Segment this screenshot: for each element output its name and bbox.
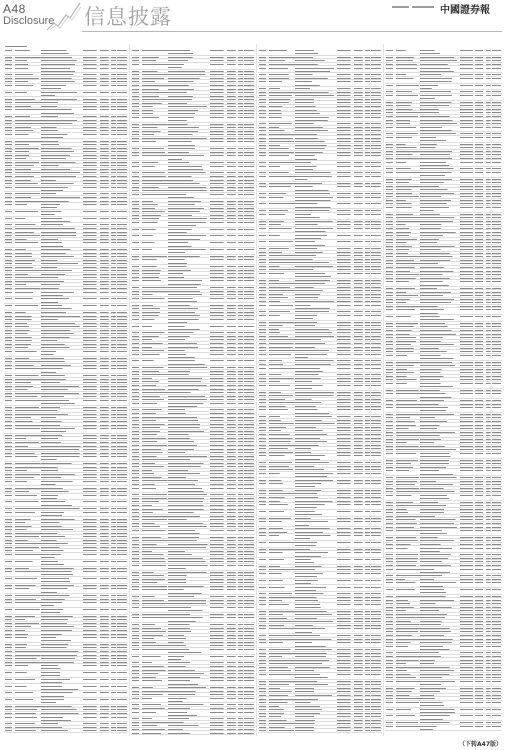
table-row (4, 133, 128, 140)
table-row (385, 160, 502, 167)
table-row (131, 655, 255, 662)
table-row (4, 108, 128, 115)
table-row (385, 126, 502, 133)
disclosure-table-column (131, 44, 255, 736)
table-row (4, 729, 128, 733)
table-row (4, 186, 128, 193)
table-row (385, 708, 502, 715)
section-title-cn: 信息披露 (84, 5, 172, 29)
table-row (258, 66, 382, 73)
table-row (131, 402, 255, 409)
table-row (258, 303, 382, 310)
newspaper-logo: 中國證券報 (440, 5, 490, 16)
table-row (258, 314, 382, 321)
table-row (385, 645, 502, 652)
table-row (385, 546, 502, 553)
table-row (258, 558, 382, 565)
table-row (258, 541, 382, 548)
table-row (385, 581, 502, 588)
table-row (131, 353, 255, 360)
table-row (4, 587, 128, 594)
section-title-en: Disclosure (3, 15, 55, 27)
table-row (258, 213, 382, 220)
table-row (385, 588, 502, 595)
table-row (4, 691, 128, 698)
table-row (385, 280, 502, 287)
table-row (258, 233, 382, 240)
table-row (131, 258, 255, 265)
table-row (385, 382, 502, 389)
table-row (4, 500, 128, 507)
table-row (385, 725, 502, 732)
table-row (385, 680, 502, 687)
table-row (4, 494, 128, 501)
table-row (258, 510, 382, 517)
table-row (4, 560, 128, 567)
table-row (258, 520, 382, 527)
table-row (258, 227, 382, 234)
table-row (131, 588, 255, 595)
table-row (131, 154, 255, 161)
table-row (131, 228, 255, 235)
table-row (131, 486, 255, 493)
table-row (258, 482, 382, 489)
table-row (4, 367, 128, 374)
date-line (392, 6, 434, 8)
table-row (4, 241, 128, 248)
table-row (385, 406, 502, 413)
table-row (4, 455, 128, 462)
table-row (258, 185, 382, 192)
table-row (4, 91, 128, 98)
table-row (385, 84, 502, 91)
table-row (131, 279, 255, 286)
table-row (4, 66, 128, 73)
table-row (258, 503, 382, 510)
table-row (258, 80, 382, 87)
table-row (385, 136, 502, 143)
table-row (258, 729, 382, 733)
table-row (131, 63, 255, 70)
table-row (385, 171, 502, 178)
continuation-note: （下转A47版） (459, 741, 502, 748)
table-row (4, 678, 128, 685)
table-row (258, 579, 382, 586)
disclosure-table-column (4, 44, 128, 736)
table-row (385, 392, 502, 399)
table-row (4, 304, 128, 311)
table-row (131, 116, 255, 123)
table-row (385, 66, 502, 73)
table-row (258, 641, 382, 648)
table-row (258, 272, 382, 279)
column-divider (383, 44, 384, 736)
table-row (385, 206, 502, 213)
table-row (131, 616, 255, 623)
table-row (385, 494, 502, 501)
table-row (131, 710, 255, 717)
table-row (258, 202, 382, 209)
table-row (131, 731, 255, 735)
table-row (258, 472, 382, 479)
table-row (4, 553, 128, 560)
table-row (258, 673, 382, 680)
table-row (385, 469, 502, 476)
table-row (4, 698, 128, 705)
table-row (258, 240, 382, 247)
table-row (4, 297, 128, 304)
header-rule (82, 31, 502, 32)
table-row (385, 315, 502, 322)
table-row (4, 290, 128, 297)
table-row (4, 350, 128, 357)
table-row (131, 193, 255, 200)
table-row (4, 511, 128, 518)
table-row (4, 636, 128, 643)
table-row (131, 324, 255, 331)
table-row (258, 572, 382, 579)
table-row (258, 408, 382, 415)
table-row (131, 679, 255, 686)
table-row (258, 454, 382, 461)
table-row (131, 697, 255, 704)
table-row (4, 210, 128, 217)
table-row (4, 203, 128, 210)
table-row (385, 354, 502, 361)
table-row (4, 715, 128, 722)
table-row (131, 165, 255, 172)
table-row (385, 701, 502, 708)
table-row (258, 534, 382, 541)
table-row (131, 606, 255, 613)
table-row (4, 427, 128, 434)
column-divider (129, 44, 130, 736)
table-row (131, 234, 255, 241)
table-row (385, 49, 502, 56)
table-row (4, 480, 128, 487)
table-row (131, 241, 255, 248)
table-row (4, 684, 128, 691)
table-row (385, 94, 502, 101)
table-row (131, 529, 255, 536)
table-row (131, 49, 255, 56)
table-row (4, 577, 128, 584)
table-row (4, 217, 128, 224)
table-row (258, 175, 382, 182)
table-row (4, 570, 128, 577)
table-row (4, 399, 128, 406)
table-row (4, 84, 128, 91)
table-row (131, 359, 255, 366)
table-row (385, 452, 502, 459)
table-row (258, 154, 382, 161)
table-row (258, 384, 382, 391)
table-row (258, 366, 382, 373)
table-row (385, 77, 502, 84)
table-row (385, 567, 502, 574)
disclosure-table-column (385, 44, 502, 736)
table-row (258, 603, 382, 610)
table-row (258, 49, 382, 56)
table-row (4, 608, 128, 615)
page-code: A48 (3, 2, 26, 16)
table-row (258, 353, 382, 360)
table-row (4, 601, 128, 608)
table-row (131, 297, 255, 304)
table-row (258, 196, 382, 203)
table-row (131, 248, 255, 255)
table-row (131, 648, 255, 655)
table-row (4, 664, 128, 671)
table-row (258, 165, 382, 172)
column-divider (256, 44, 257, 736)
table-row (258, 627, 382, 634)
table-row (4, 671, 128, 678)
table-row (258, 551, 382, 558)
table-row (258, 585, 382, 592)
table-row (385, 308, 502, 315)
table-row (258, 116, 382, 123)
table-row (131, 318, 255, 325)
table-row (131, 221, 255, 228)
disclosure-table-column (258, 44, 382, 736)
table-row (4, 49, 128, 56)
table-row (385, 529, 502, 536)
header-graphic-icon (46, 1, 82, 31)
table-row (131, 140, 255, 147)
table-row (131, 564, 255, 571)
table-row (385, 714, 502, 721)
